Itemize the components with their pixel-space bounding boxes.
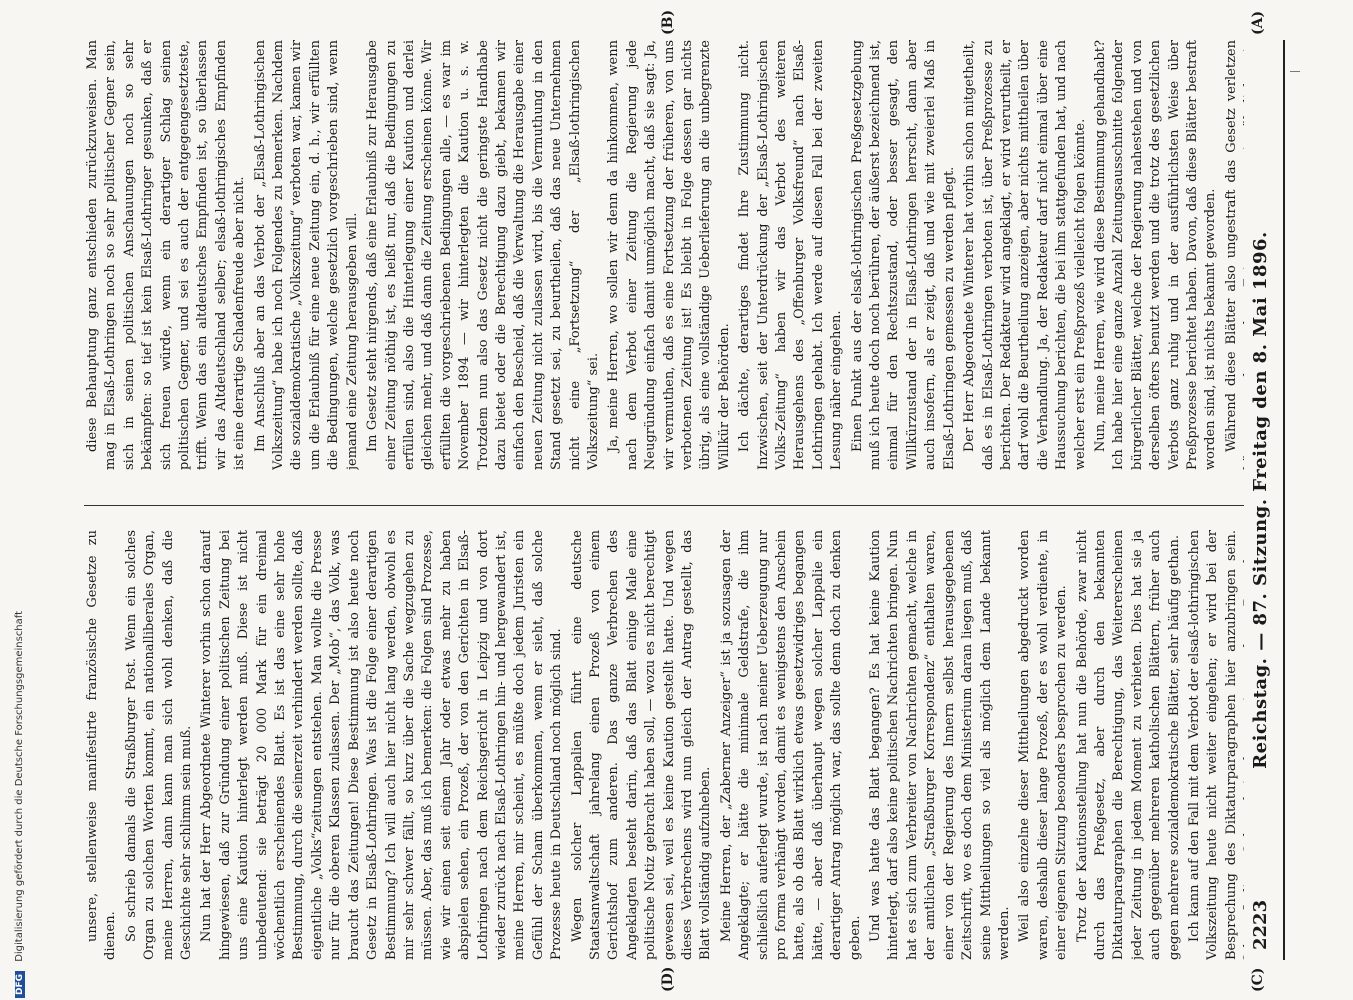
paragraph: diese Behauptung ganz entschieden zurückzuweisen. Man mag in Elsaß-Lothringen noch so sehr politischer Gegner sein, sich in seinen politischen Anschauungen noch so sehr bekämpfen: so tief ist kein Elsaß-Lothringer gesunken, daß er sich freuen würde, wenn ein derartiger Schlag seinen politischen Gegner, und sei es auch der entgegengesetzteste, trifft. Wenn das ein altdeutsches Empfinden ist, so überlassen wir das Altdeutschland selber; elsaß-lothringisches Empfinden ist eine derartige Schadenfreude aber nicht. — [85, 40, 248, 470]
paragraph: So schrieb damals die Straßburger Post. Wenn ein solches Organ zu solchen Worten kommt, ein nationalliberales Organ, meine Herren, dann kann man sich wohl denken, daß die Geschichte sehr schlimm sein muß. — [123, 530, 195, 960]
paragraph: Und was hatte das Blatt begangen? Es hat keine Kaution hinterlegt, darf also keine politischen Nachrichten bringen. Nun hat es sich zum Verbreiter von Nachrichten gemacht, welche in der amtlichen „Straßburger Korrespondenz“ enthalten waren, einer von der Regierung des Innern selbst herausgegebenen Zeitschrift, wo es doch dem Ministerium daran liegen muß, daß seine Mittheilungen so viel als möglich dem Lande bekannt werden. — [868, 530, 1012, 960]
page-number: 2223 — [1250, 899, 1271, 950]
paragraph: Im Anschluß aber an das Verbot der „Elsaß-Lothringischen Volkszeitung“ habe ich noch Folgendes zu bemerken. Nachdem die sozialdemokratische „Volkszeitung“ verboten war, kamen wir um die Erlaubniß für eine neue Zeitung ein, d. h., wir erfüllten die Bedingungen, welche gesetzlich vorgeschrieben sind, wenn jemand eine Zeitung herausgeben will. — [252, 40, 360, 470]
paragraph: Meine Herren, der „Zaberner Anzeiger“ ist ja sozusagen der Angeklagte; er hätte die minimale Geldstrafe, die ihm schließlich auferlegt wurde, ist nach meiner Ueberzeugung nur pro forma verhängt worden, damit es wenigstens den Anschein hatte, als ob das Blatt wirklich etwas gesetzwidriges begangen hätte, — aber daß überhaupt wegen solcher Lappalie ein derartiger Antrag möglich war, das sollte denn doch zu denken geben. — [718, 530, 863, 960]
margin-marker-b: (B) — [660, 9, 676, 35]
paragraph: Nun hat der Herr Abgeordnete Winterer vorhin schon darauf hingewiesen, daß zur Gründung einer politischen Zeitung bei uns eine Kaution hinterlegt werden muß. Diese ist nicht unbedeutend: sie beträgt 20 000 Mark für ein dreimal wöchentlich erscheinendes Blatt. Es ist das eine sehr hohe Bestimmung, durch die seinerzeit verhindert werden sollte, daß eigentliche „Volks“zeitungen entstehen. Man wollte die Presse nur für die oberen Klassen zulassen. Der „Mob“, das Volk, was braucht das Zeitungen! Diese Bestimmung ist also heute noch Gesetz in Elsaß-Lothringen. Was ist die Folge einer derartigen Bestimmung? Ich will auch hier nicht lang werden, obwohl es mir sehr schwer fällt, so kurz über die Sache wegzugehen zu müssen. Aber, das muß ich bemerken: die Folgen sind Prozesse, wie wir einen seit einem Jahr oder etwas mehr zu haben abspielen sehen, ein Prozeß, der von den Gerichten in Elsaß-Lothringen nach dem Reichsgericht in Leipzig und von dort wieder zurück nach Elsaß-Lothringen hin- und hergewandert ist, meine Herren, mir scheint, es müßte doch jedem Juristen ein Gefühl der Scham überkommen, wenn er sieht, daß solche Prozesse heute in Deutschland noch möglich sind. — [199, 530, 565, 960]
text-column-left — [84, 530, 1244, 960]
header-rule — [1283, 40, 1285, 960]
paragraph: Trotz der Kautionsstellung hat nun die Behörde, zwar nicht durch das Preßgesetz, aber durch den bekannten Diktaturparagraphen die Berechtigung, das Weitererscheinen jeder Zeitung in jedem Moment zu verbieten. Dies hat sie ja auch gegenüber mehreren katholischen Blättern, früher auch gegen mehrere sozialdemokratische Blätter, sehr häufig gethan. — [1074, 530, 1182, 960]
page-header — [1248, 40, 1278, 960]
paragraph: Ich kann auf den Fall mit dem Verbot der elsaß-lothringischen Volkszeitung heute nicht weiter eingehen; er wird bei der Besprechung des Diktaturparagraphen hier anzubringen sein. — [1186, 530, 1239, 960]
scan-mark — [1290, 71, 1300, 72]
paragraph: Nun, meine Herren, wie wird diese Bestimmung gehandhabt? Ich habe hier eine ganze Anzahl Zeitungsausschnitte folgender bürgerlicher Blätter, welche der Regierung nahestehen und von derselben öfters benutzt werden und die trotz des gesetzlichen Verbots ganz ruhig und in der ausführlichsten Weise über Preßprozesse berichtet haben. Davon, daß diese Blätter bestraft worden sind, ist nichts bekannt geworden. — [1092, 40, 1219, 470]
paragraph: Während diese Blätter also ungestraft das Gesetz verletzen — [1223, 40, 1239, 452]
paragraph: Ja, meine Herren, wo sollen wir denn da hinkommen, wenn nach dem Verbot einer Zeitung die Regierung jede Neugründung einfach damit unmöglich macht, daß sie sagt: Ja, wir vermuthen, daß es eine Fortsetzung der früheren, von uns verbotenen Zeitung ist! Es bleibt in Folge dessen gar nichts übrig, als eine vollständige Ueberlieferung an die unbegrenzte Willkür der Behörden. — [606, 40, 732, 470]
margin-marker-d: (D) — [660, 966, 676, 992]
text-column-right — [84, 40, 1244, 470]
margin-marker-a: (A) — [1250, 10, 1266, 35]
paragraph: Wegen solcher Lappalien führt eine deutsche Staatsanwaltschaft jahrelang einen Prozeß von einem Gerichtshof zum anderen. Das ganze Verbrechen des Angeklagten besteht darin, daß das Blatt einige Male eine politische Notiz gebracht haben soll, — wozu es nicht berechtigt gewesen sei, weil es keine Kaution gestellt hatte. Und wegen dieses Verbrechens wird nun gleich der Antrag gestellt, das Blatt vollständig aufzuheben. — [569, 530, 714, 960]
paragraph: Ich dächte, derartiges findet Ihre Zustimmung nicht. Inzwischen, seit der Unterdrückung der „Elsaß-Lothringischen Volks-Zeitung“ haben wir das Verbot des weiteren Herausgehens des „Offenburger Volksfreund“ nach Elsaß-Lothringen gehabt. Ich werde auf diesen Fall bei der zweiten Lesung näher eingehen. — [737, 40, 845, 470]
paragraph: unsere, stellenweise manifestirte französische Gesetze zu dienen. — [85, 530, 119, 960]
funding-note — [14, 611, 25, 998]
paragraph: Der Herr Abgeordnete Winterer hat vorhin schon mitgetheilt, daß es in Elsaß-Lothringen verboten ist, über Preßprozesse zu berichten. Der Redakteur wird angeklagt, er wird verurtheilt, er darf wohl die Beurtheilung anzeigen, aber nichts mittheilen über die Verhandlung. Ja, der Redakteur darf nicht einmal über eine Haussuchung berichten, die bei ihm stattgefunden hat, und nach welcher erst ein Preßprozeß vielleicht folgen könnte. — [962, 40, 1088, 470]
page-title: Reichstag. — 87. Sitzung. Freitag den 8. Mai 1896. — [1250, 231, 1271, 769]
paragraph: Einen Punkt aus der elsaß-lothringischen Preßgesetzgebung muß ich heute doch noch berühren, der äußerst bezeichnend ist, einmal für den Rechtszustand, oder besser gesagt, den Willkürzustand der in Elsaß-Lothringen herrscht, dann aber auch insofern, als er zeigt, daß und wie mit zweierlei Maß in Elsaß-Lothringen gemessen zu werden pflegt. — [849, 40, 957, 470]
paragraph: Im Gesetz steht nirgends, daß eine Erlaubniß zur Herausgabe einer Zeitung nöthig ist, es heißt nur, daß die Bedingungen zu erfüllen sind, also die Hinterlegung einer Kaution und derlei gleichen mehr, und daß dann die Zeitung erscheinen könne. Wir erfüllten die vorgeschriebenen Bedingungen alle, — es war im November 1894 — wir hinterlegten die Kaution u. s. w. Trotzdem nun also das Gesetz nicht die geringste Handhabe dazu bietet oder die Berechtigung dazu giebt, bekamen wir einfach den Bescheid, daß die Verwaltung die Herausgabe einer neuen Zeitung nicht zulassen wird, bis die Vermuthung in den Stand gesetzt sei, zu beurtheilen, daß das neue Unternehmen nicht eine „Fortsetzung“ der „Elsaß-lothringischen Volkszeitung“ sei. — [365, 40, 601, 470]
funding-note-text: Digitalisierung gefördert durch die Deutsche Forschungsgemeinschaft — [14, 610, 25, 962]
dfg-logo: DFG — [15, 971, 25, 998]
paragraph: Weil also einzelne dieser Mittheilungen abgedruckt worden waren, deshalb dieser lange Prozeß, der es wohl verdiente, in einer eigenen Sitzung besonders besprochen zu werden. — [1017, 530, 1070, 960]
margin-marker-c: (C) — [1250, 967, 1266, 992]
column-divider — [84, 505, 1244, 506]
